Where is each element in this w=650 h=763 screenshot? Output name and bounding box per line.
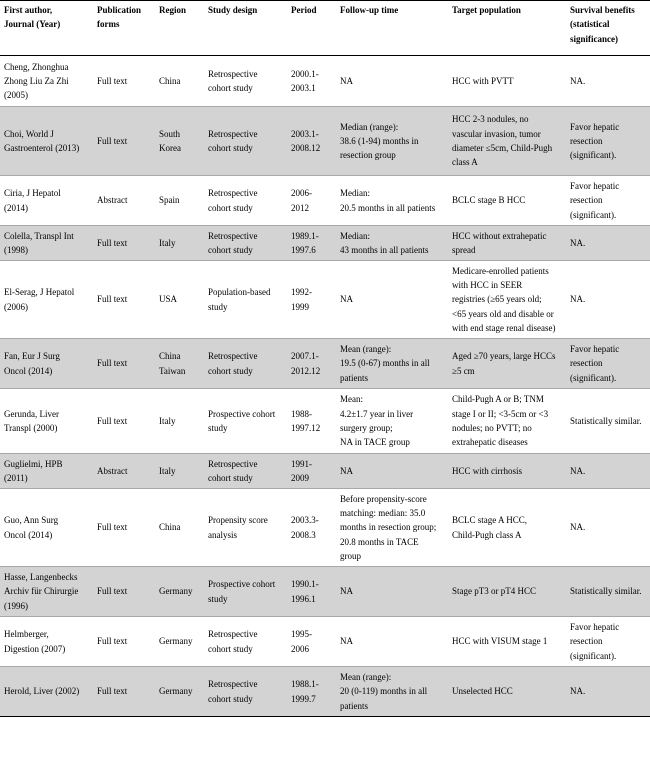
cell-follow-up: NA — [336, 454, 448, 489]
cell-survival-benefits: Favor hepatic resection (significant). — [566, 339, 650, 389]
table-row — [0, 454, 650, 489]
cell-publication-form: Full text — [93, 617, 155, 667]
cell-survival-benefits: NA. — [566, 454, 650, 489]
cell-follow-up: NA — [336, 261, 448, 339]
cell-publication-form: Full text — [93, 389, 155, 454]
cell-author: Ciria, J Hepatol (2014) — [0, 176, 93, 226]
cell-survival-benefits: Favor hepatic resection (significant). — [566, 107, 650, 176]
table-row — [0, 176, 650, 226]
cell-author: Cheng, Zhonghua Zhong Liu Za Zhi (2005) — [0, 56, 93, 107]
cell-follow-up: Mean (range): 20 (0-119) months in all patients — [336, 667, 448, 717]
cell-study-design: Prospective cohort study — [204, 567, 287, 617]
cell-target-population: Stage pT3 or pT4 HCC — [448, 567, 566, 617]
col-header-survival-benefits: Survival benefits (statistical significance) — [566, 1, 650, 56]
cell-period: 1990.1- 1996.1 — [287, 567, 336, 617]
cell-follow-up: Median: 20.5 months in all patients — [336, 176, 448, 226]
cell-follow-up: Mean: 4.2±1.7 year in liver surgery group; NA in TACE group — [336, 389, 448, 454]
cell-target-population: HCC 2-3 nodules, no vascular invasion, tumor diameter ≤5cm, Child-Pugh class A — [448, 107, 566, 176]
table-row — [0, 489, 650, 567]
col-header-study-design: Study design — [204, 1, 287, 56]
table-row — [0, 56, 650, 107]
cell-study-design: Retrospective cohort study — [204, 617, 287, 667]
cell-publication-form: Full text — [93, 489, 155, 567]
table-row — [0, 389, 650, 454]
cell-region: South Korea — [155, 107, 204, 176]
cell-study-design: Retrospective cohort study — [204, 56, 287, 107]
cell-follow-up: Median (range): 38.6 (1-94) months in resection group — [336, 107, 448, 176]
cell-author: Helmberger, Digestion (2007) — [0, 617, 93, 667]
cell-target-population: Medicare-enrolled patients with HCC in SEER registries (≥65 years old; <65 years old and disable or with end stage renal disease) — [448, 261, 566, 339]
cell-period: 2003.1- 2008.12 — [287, 107, 336, 176]
cell-period: 1988.1- 1999.7 — [287, 667, 336, 717]
cell-publication-form: Full text — [93, 107, 155, 176]
cell-region: Spain — [155, 176, 204, 226]
cell-study-design: Retrospective cohort study — [204, 339, 287, 389]
cell-survival-benefits: NA. — [566, 489, 650, 567]
cell-region: Germany — [155, 567, 204, 617]
cell-survival-benefits: Favor hepatic resection (significant). — [566, 176, 650, 226]
cell-survival-benefits: NA. — [566, 56, 650, 107]
cell-study-design: Retrospective cohort study — [204, 176, 287, 226]
cell-author: El-Serag, J Hepatol (2006) — [0, 261, 93, 339]
cell-publication-form: Full text — [93, 226, 155, 261]
table-row — [0, 339, 650, 389]
cell-target-population: Aged ≥70 years, large HCCs ≥5 cm — [448, 339, 566, 389]
col-header-region: Region — [155, 1, 204, 56]
cell-publication-form: Full text — [93, 567, 155, 617]
cell-region: Germany — [155, 667, 204, 717]
cell-study-design: Retrospective cohort study — [204, 667, 287, 717]
cell-study-design: Prospective cohort study — [204, 389, 287, 454]
cell-period: 2003.3- 2008.3 — [287, 489, 336, 567]
cell-period: 1992- 1999 — [287, 261, 336, 339]
cell-target-population: HCC with PVTT — [448, 56, 566, 107]
cell-follow-up: NA — [336, 567, 448, 617]
cell-author: Guo, Ann Surg Oncol (2014) — [0, 489, 93, 567]
cell-follow-up: Mean (range): 19.5 (0-67) months in all patients — [336, 339, 448, 389]
col-header-publication-forms: Publication forms — [93, 1, 155, 56]
cell-survival-benefits: Statistically similar. — [566, 389, 650, 454]
cell-survival-benefits: NA. — [566, 667, 650, 717]
cell-region: Germany — [155, 617, 204, 667]
cell-region: USA — [155, 261, 204, 339]
cell-region: China — [155, 489, 204, 567]
col-header-author: First author, Journal (Year) — [0, 1, 93, 56]
table-row — [0, 226, 650, 261]
cell-follow-up: NA — [336, 56, 448, 107]
cell-publication-form: Full text — [93, 339, 155, 389]
table-row — [0, 617, 650, 667]
cell-target-population: HCC with VISUM stage 1 — [448, 617, 566, 667]
table-row — [0, 667, 650, 717]
cell-study-design: Propensity score analysis — [204, 489, 287, 567]
cell-author: Gerunda, Liver Transpl (2000) — [0, 389, 93, 454]
cell-publication-form: Full text — [93, 667, 155, 717]
cell-period: 2006- 2012 — [287, 176, 336, 226]
cell-period: 1995- 2006 — [287, 617, 336, 667]
cell-study-design: Retrospective cohort study — [204, 226, 287, 261]
cell-follow-up: Before propensity-score matching: median: 35.0 months in resection group; 20.8 months in TACE group — [336, 489, 448, 567]
cell-study-design: Retrospective cohort study — [204, 454, 287, 489]
cell-region: Italy — [155, 389, 204, 454]
col-header-target-population: Target population — [448, 1, 566, 56]
cell-period: 1991- 2009 — [287, 454, 336, 489]
cell-publication-form: Full text — [93, 56, 155, 107]
cell-period: 2007.1- 2012.12 — [287, 339, 336, 389]
cell-author: Hasse, Langenbecks Archiv für Chirurgie (1996) — [0, 567, 93, 617]
cell-author: Colella, Transpl Int (1998) — [0, 226, 93, 261]
cell-study-design: Population-based study — [204, 261, 287, 339]
cell-period: 1988- 1997.12 — [287, 389, 336, 454]
cell-target-population: Child-Pugh A or B; TNM stage I or II; <3-5cm or <3 nodules; no PVTT; no extrahepatic diseases — [448, 389, 566, 454]
col-header-period: Period — [287, 1, 336, 56]
cell-region: Italy — [155, 454, 204, 489]
cell-follow-up: Median: 43 months in all patients — [336, 226, 448, 261]
cell-period: 1989.1- 1997.6 — [287, 226, 336, 261]
header-row — [0, 1, 650, 56]
cell-author: Fan, Eur J Surg Oncol (2014) — [0, 339, 93, 389]
cell-publication-form: Abstract — [93, 176, 155, 226]
cell-follow-up: NA — [336, 617, 448, 667]
cell-target-population: BCLC stage A HCC, Child-Pugh class A — [448, 489, 566, 567]
table-row — [0, 567, 650, 617]
cell-region: China — [155, 56, 204, 107]
cell-target-population: HCC without extrahepatic spread — [448, 226, 566, 261]
table-row — [0, 261, 650, 339]
cell-study-design: Retrospective cohort study — [204, 107, 287, 176]
col-header-follow-up: Follow-up time — [336, 1, 448, 56]
cell-publication-form: Full text — [93, 261, 155, 339]
cell-period: 2000.1- 2003.1 — [287, 56, 336, 107]
cell-publication-form: Abstract — [93, 454, 155, 489]
cell-survival-benefits: NA. — [566, 261, 650, 339]
cell-region: Italy — [155, 226, 204, 261]
cell-region: China Taiwan — [155, 339, 204, 389]
cell-target-population: BCLC stage B HCC — [448, 176, 566, 226]
cell-survival-benefits: NA. — [566, 226, 650, 261]
cell-target-population: Unselected HCC — [448, 667, 566, 717]
cell-target-population: HCC with cirrhosis — [448, 454, 566, 489]
cell-author: Herold, Liver (2002) — [0, 667, 93, 717]
cell-author: Guglielmi, HPB (2011) — [0, 454, 93, 489]
cell-author: Choi, World J Gastroenterol (2013) — [0, 107, 93, 176]
table-row — [0, 107, 650, 176]
cell-survival-benefits: Favor hepatic resection (significant). — [566, 617, 650, 667]
cell-survival-benefits: Statistically similar. — [566, 567, 650, 617]
